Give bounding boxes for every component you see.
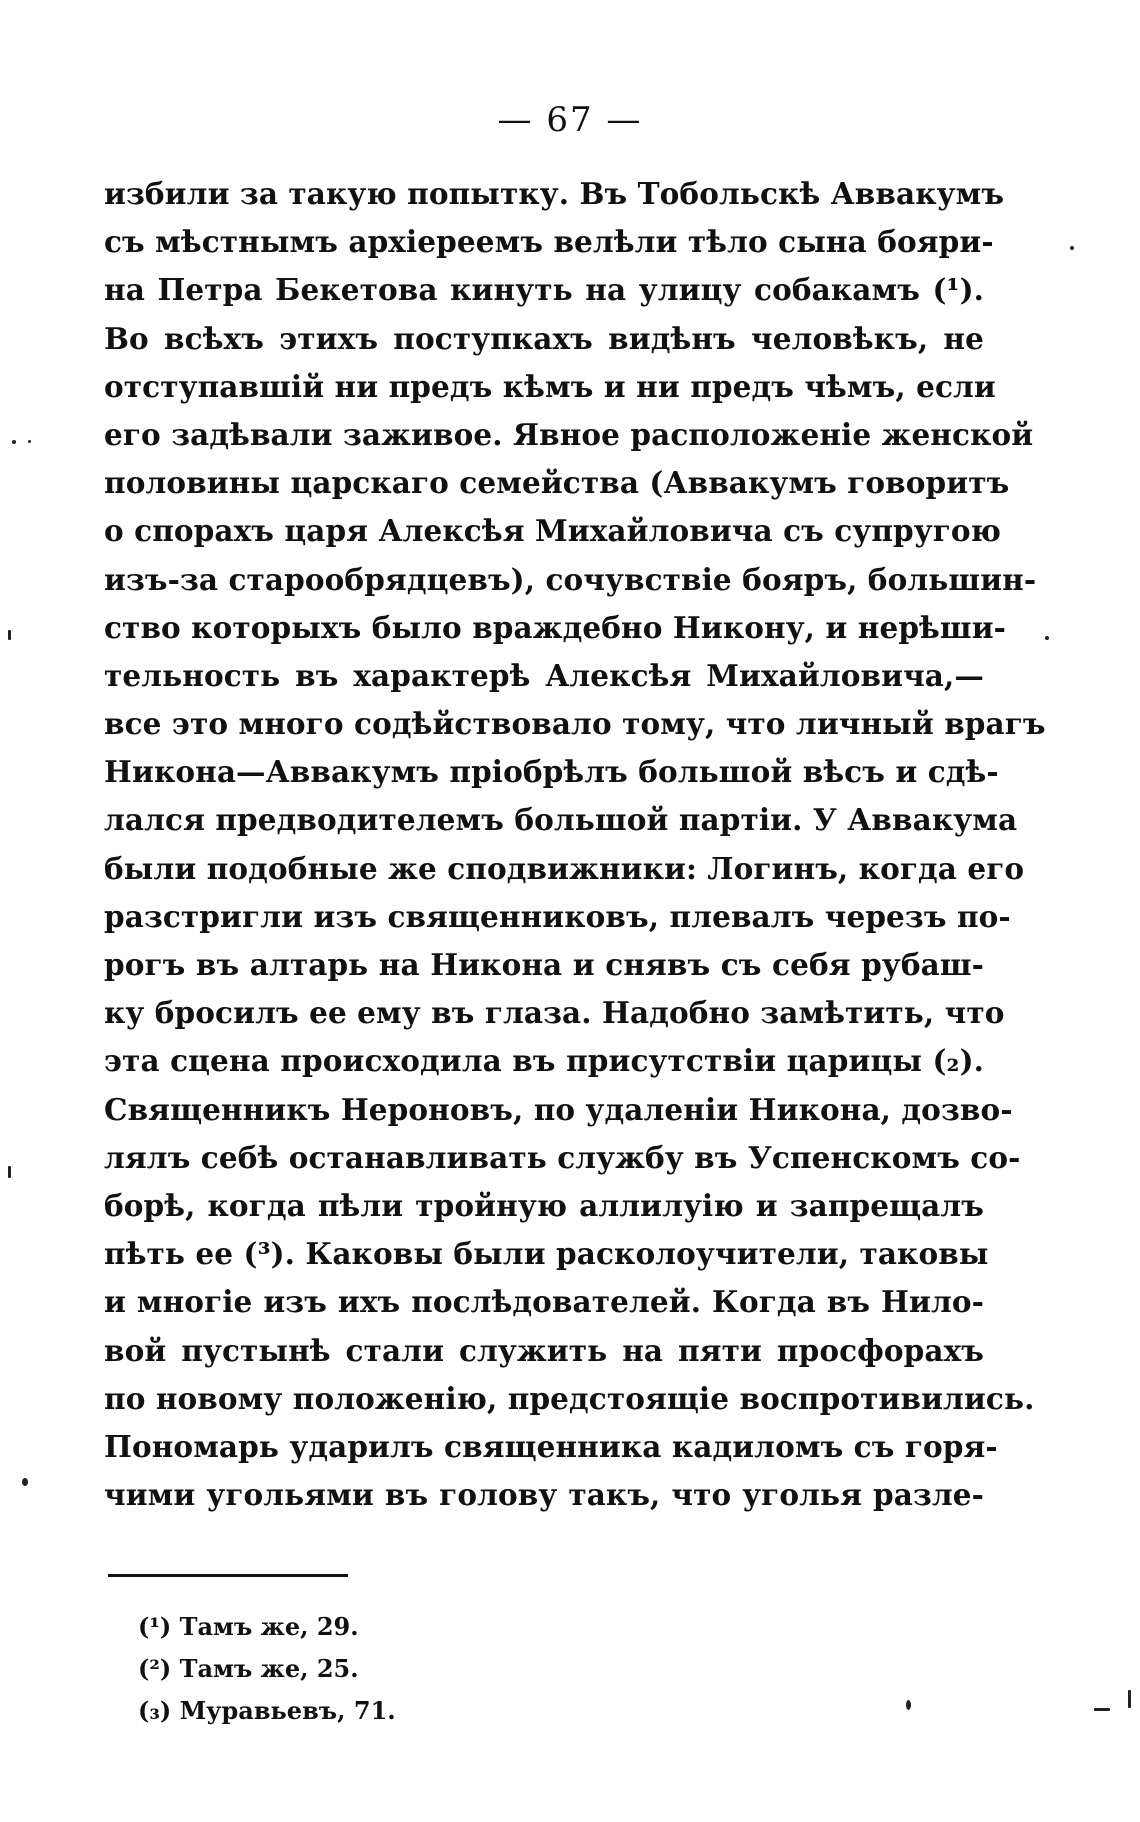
scan-speck bbox=[8, 630, 11, 640]
text-line: Во всѣхъ этихъ поступкахъ видѣнъ человѣкъ, не bbox=[104, 320, 984, 356]
text-line: рогъ въ алтарь на Никона и снявъ съ себя рубаш- bbox=[104, 947, 984, 982]
scan-speck bbox=[22, 1478, 28, 1486]
text-line: половины царскаго семейства (Аввакумъ говоритъ bbox=[104, 465, 1010, 501]
scan-speck bbox=[28, 440, 31, 443]
footnote: (¹) Тамъ же, 29. bbox=[138, 1612, 359, 1641]
footnote: (₃) Муравьевъ, 71. bbox=[138, 1696, 396, 1725]
text-line: чими угольями въ голову такъ, что уголья разле- bbox=[104, 1477, 984, 1513]
text-line: по новому положенію, предстоящіе воспротивились. bbox=[104, 1380, 1035, 1416]
text-line: отступавшій ни предъ кѣмъ и ни предъ чѣмъ, если bbox=[104, 368, 996, 404]
footnotes bbox=[138, 1606, 396, 1732]
footnote: (²) Тамъ же, 25. bbox=[138, 1654, 359, 1683]
scan-speck bbox=[906, 1700, 911, 1710]
page-number: — 67 — bbox=[497, 100, 643, 140]
scan-speck bbox=[1045, 636, 1049, 640]
text-line: ство которыхъ было враждебно Никону, и нерѣши- bbox=[104, 609, 1007, 645]
text-line: Никона—Аввакумъ пріобрѣлъ большой вѣсъ и сдѣ- bbox=[104, 754, 999, 790]
scan-speck bbox=[12, 440, 16, 444]
body-text bbox=[104, 170, 1046, 1519]
scan-speck bbox=[1128, 1690, 1131, 1708]
text-line: Пономарь ударилъ священника кадиломъ съ горя- bbox=[104, 1428, 998, 1464]
text-line: все это много содѣйствовало тому, что личный врагъ bbox=[104, 706, 1046, 742]
text-line: Священникъ Нероновъ, по удаленіи Никона, дозво- bbox=[104, 1091, 1013, 1127]
footnote-divider bbox=[108, 1574, 348, 1577]
scan-speck bbox=[1094, 1708, 1110, 1711]
text-line: тельность въ характерѣ Алексѣя Михайловича,— bbox=[104, 657, 984, 693]
scan-speck bbox=[8, 1166, 11, 1178]
text-line: о спорахъ царя Алексѣя Михайловича съ супругою bbox=[104, 513, 1002, 549]
text-line: на Петра Бекетова кинуть на улицу собакамъ (¹). bbox=[104, 272, 984, 308]
text-line: разстригли изъ священниковъ, плевалъ черезъ по- bbox=[104, 898, 1011, 934]
text-line: его задѣвали заживое. Явное расположеніе женской bbox=[104, 416, 1034, 452]
text-line: изъ-за старообрядцевъ), сочувствіе бояръ, большин- bbox=[104, 561, 1037, 597]
text-line: избили за такую попытку. Въ Тобольскѣ Аввакумъ bbox=[104, 176, 1005, 211]
text-line: пѣть ее (³). Каковы были расколоучители, таковы bbox=[104, 1236, 989, 1272]
text-line: лался предводителемъ большой партіи. У Аввакума bbox=[104, 802, 1018, 838]
text-line: лялъ себѣ останавливать службу въ Успенскомъ со- bbox=[104, 1139, 1021, 1175]
text-line: эта сцена происходила въ присутствіи царицы (₂). bbox=[104, 1043, 984, 1079]
text-line: вой пустынѣ стали служить на пяти просфорахъ bbox=[104, 1332, 984, 1368]
text-line: ку бросилъ ее ему въ глаза. Надобно замѣтить, что bbox=[104, 995, 1005, 1031]
text-line: и многіе изъ ихъ послѣдователей. Когда въ Нило- bbox=[104, 1284, 984, 1320]
text-line: съ мѣстнымъ архіереемъ велѣли тѣло сына бояри- bbox=[104, 224, 994, 260]
text-line: борѣ, когда пѣли тройную аллилуію и запрещалъ bbox=[104, 1187, 984, 1223]
text-line: были подобные же сподвижники: Логинъ, когда его bbox=[104, 850, 1025, 886]
scan-speck bbox=[1070, 246, 1074, 250]
